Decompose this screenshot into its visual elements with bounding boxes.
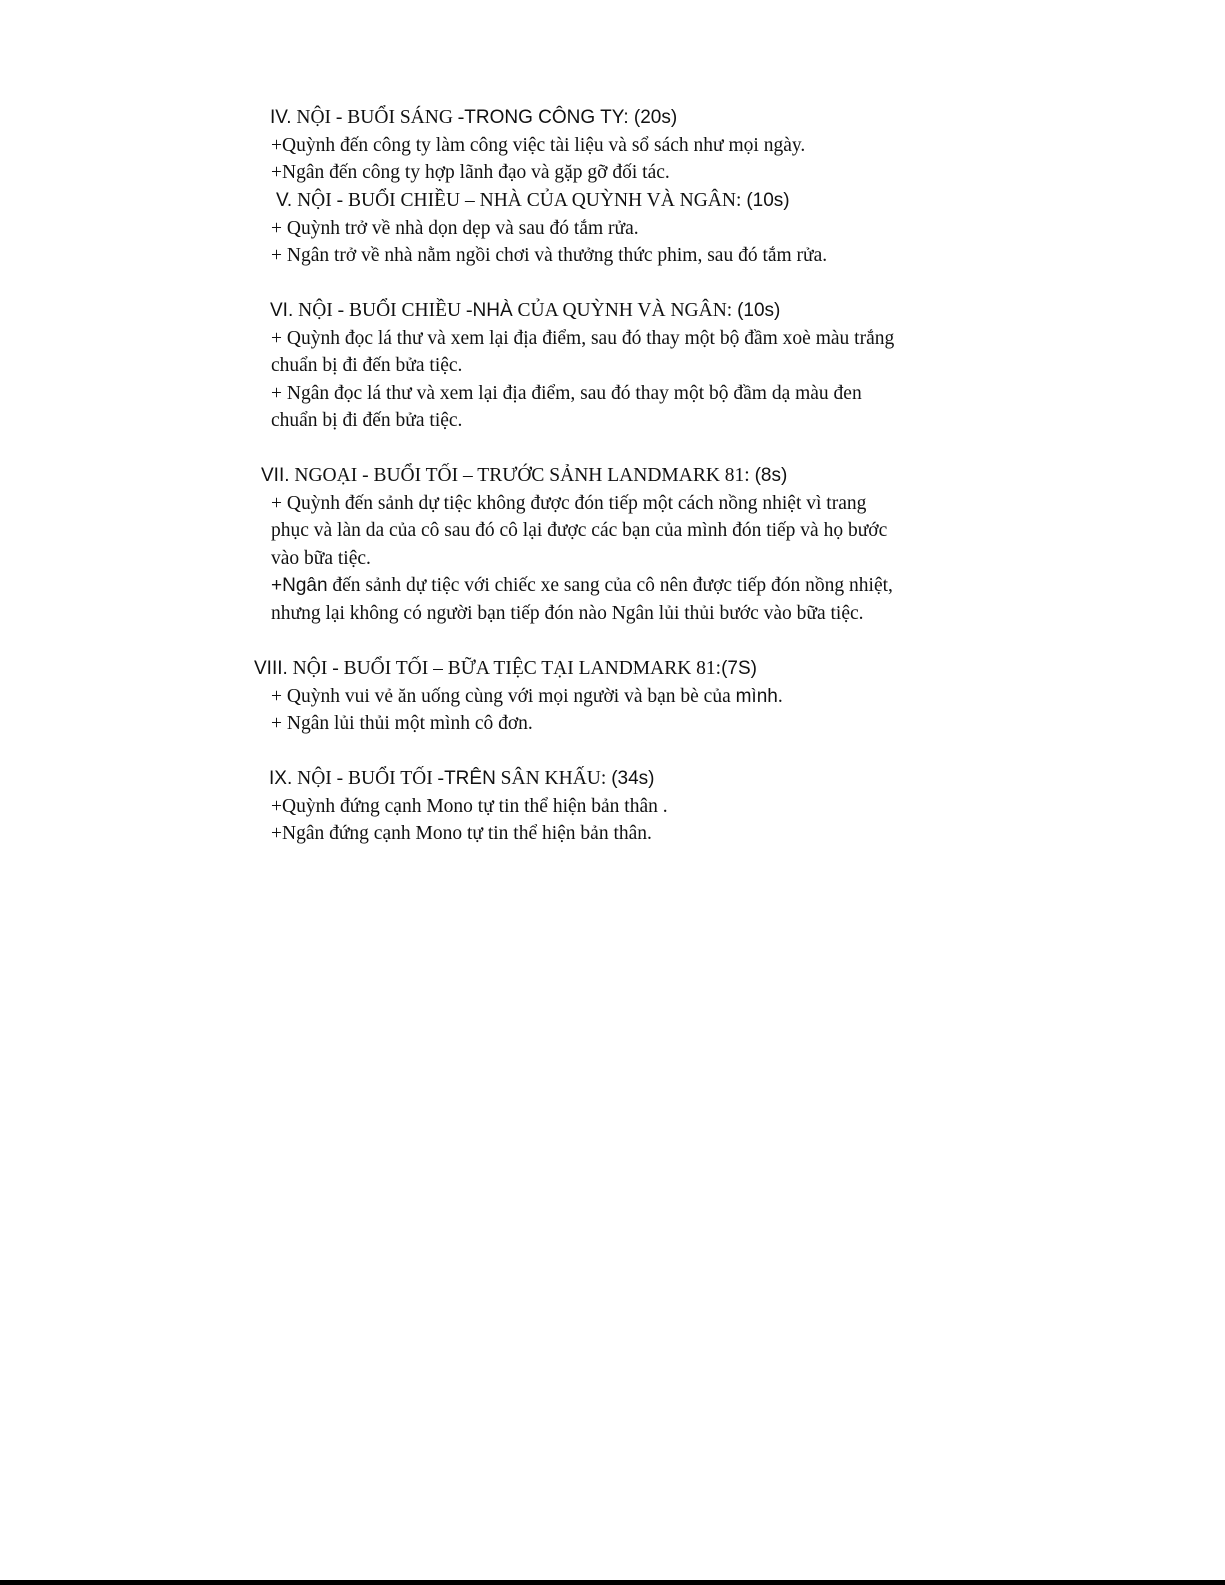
section-v-title: NỘI - BUỔI CHIỀU – NHÀ CỦA QUỲNH VÀ NGÂN: [292,190,747,211]
section-vii-line-5: nhưng lại không có người bạn tiếp đón nào Ngân lủi thủi bước vào bữa tiệc. [271,603,864,624]
section-viii-line-1-end: . [777,686,783,707]
section-vi-duration: (10s) [737,300,781,321]
section-ix-title-sans: TRÊN [444,768,496,789]
section-ix-title-rest: SÂN KHẤU: [495,768,612,789]
section-ix-line-1: +Quỳnh đứng cạnh Mono tự tin thể hiện bản thân . [271,796,668,817]
section-vii-line-4-rest: đến sảnh dự tiệc với chiếc xe sang của cô nên được tiếp đón nồng nhiệt, [327,575,893,596]
section-vii-title: NGOẠI - BUỔI TỐI – TRƯỚC SẢNH LANDMARK 81: [289,465,755,486]
section-vii-duration: (8s) [754,465,788,486]
section-iv-title-sans: TRONG CÔNG TY: (20s) [464,107,678,128]
section-vi-numeral: VI. [270,300,294,321]
section-vi-line-1: + Quỳnh đọc lá thư và xem lại địa điểm, sau đó thay một bộ đầm xoè màu trắng [271,328,895,349]
section-v-duration: (10s) [746,190,790,211]
section-v-line-1: + Quỳnh trở về nhà dọn dẹp và sau đó tắm rửa. [271,218,639,239]
section-vi-title: NỘI - BUỔI CHIỀU - [293,300,473,321]
section-vii-numeral: VII. [261,465,290,486]
section-vi-line-2: chuẩn bị đi đến bửa tiệc. [271,355,463,376]
section-iv-line-2: +Ngân đến công ty hợp lãnh đạo và gặp gỡ đối tác. [271,162,670,183]
section-vi-title-rest: CỦA QUỲNH VÀ NGÂN: [512,300,738,321]
page-bottom-border [0,1580,1225,1585]
section-vii-line-3: vào bữa tiệc. [271,548,371,569]
section-ix-title: NỘI - BUỔI TỐI - [292,768,445,789]
section-viii-line-1-text: + Quỳnh vui vẻ ăn uống cùng với mọi người và bạn bè của [271,686,736,707]
section-vi-heading [270,297,780,325]
section-ix-duration: (34s) [611,768,655,789]
section-ix-heading [269,765,654,793]
section-v-line-2: + Ngân trở về nhà nằm ngồi chơi và thưởng thức phim, sau đó tắm rửa. [271,245,828,266]
section-iv-heading [270,104,677,132]
section-viii-heading [254,655,757,683]
section-v-numeral: V. [276,190,293,211]
section-ix-numeral: IX. [269,768,293,789]
section-ix-line-2: +Ngân đứng cạnh Mono tự tin thể hiện bản thân. [271,823,652,844]
section-viii-line-2: + Ngân lủi thủi một mình cô đơn. [271,713,533,734]
section-vi-line-3: + Ngân đọc lá thư và xem lại địa điểm, sau đó thay một bộ đầm dạ màu đen [271,383,862,404]
section-vii-line-1: + Quỳnh đến sảnh dự tiệc không được đón tiếp một cách nồng nhiệt vì trang [271,493,867,514]
section-vi-line-4: chuẩn bị đi đến bửa tiệc. [271,410,463,431]
section-viii-title: NỘI - BUỔI TỐI – BỮA TIỆC TẠI LANDMARK 81: [287,658,722,679]
section-v-heading [276,187,790,215]
section-vii-line-2: phục và làn da của cô sau đó cô lại được các bạn của mình đón tiếp và họ bước [271,520,888,541]
section-iv-title: NỘI - BUỔI SÁNG - [291,107,465,128]
section-vii-line-4 [271,572,893,600]
section-vi-title-sans: NHÀ [472,300,513,321]
section-vii-line-4-lead: +Ngân [271,575,328,596]
section-iv-line-1: +Quỳnh đến công ty làm công việc tài liệu và sổ sách như mọi ngày. [271,135,806,156]
section-iv-numeral: IV. [270,107,292,128]
section-viii-line-1-sans: mình [735,686,778,707]
section-vii-heading [261,462,787,490]
section-viii-line-1 [271,683,783,711]
section-viii-duration: (7S) [721,658,757,679]
section-viii-numeral: VIII. [254,658,288,679]
